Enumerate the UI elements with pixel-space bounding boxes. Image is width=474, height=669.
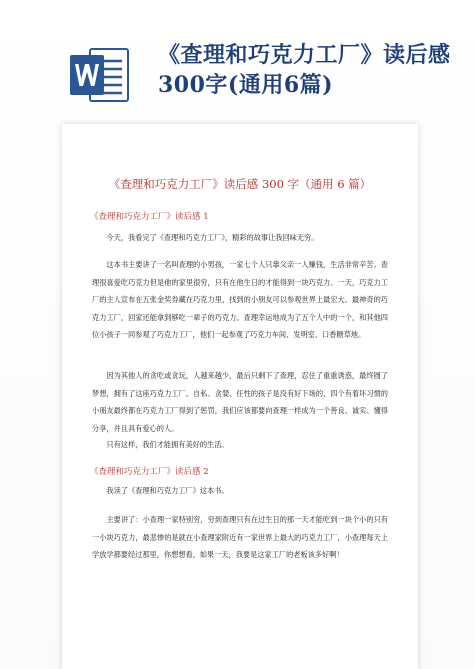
document-page[interactable] xyxy=(62,124,418,669)
paragraph: 只有这样，我们才能拥有美好的生活。 xyxy=(106,440,229,449)
paragraph: 今天，我看完了《查理和巧克力工厂》，精彩的故事让我回味无穷。 xyxy=(106,233,319,242)
paragraph: 这本书主要讲了一名叫查理的小男孩，一家七个人只靠父亲一人赚钱，生活非常辛苦。查理很喜爱吃巧克力但是他的家里很穷，只有在他生日的才能得到一块巧克力。一天，巧克力工厂的主人宣布在五张金奖券藏在巧克力里，找到的小朋友可以参观世界上最宏大、最神奇的巧克力工厂，回家还能拿到够吃一辈子的巧克力。查理幸运地成为了五个人中的一个，和其他四位小孩子一同参观了巧克力工厂，他们一起参观了巧克力车间、发明室、口香糖草地。 xyxy=(92,260,388,339)
section-heading-1: 《查理和巧克力工厂》读后感 1 xyxy=(90,212,209,222)
word-icon xyxy=(68,45,130,105)
header-title-line-2: 300字(通用6篇) xyxy=(158,72,334,98)
paragraph: 我读了《查理和巧克力工厂》这本书。 xyxy=(106,486,229,495)
paragraph: 因为其他人的贪吃或贪玩，人越来越少，最后只剩下了查理，忍住了重重诱惑，最终圆了梦想，拥有了这座巧克力工厂。自私、贪婪、任性的孩子是没有好下场的，四个有着坏习惯的小朋友最终都在巧克力工厂得到了惩罚，我们应该都要向查理一样成为一个善良、诚实、懂得分享，并且具有爱心的人。 xyxy=(92,371,388,433)
paragraph: 主要讲了：小查理一家特别穷，穷到查理只有在过生日的那一天才能吃到一块个小的只有一小块巧克力，最悲惨的是就在小查理家附近有一家世界上最大的巧克力工厂，小查理每天上学放学都要经过那里，你想想看，如果一天，我要是这家工厂的老板该多好啊！ xyxy=(92,515,388,559)
header-title-line-1: 《查理和巧克力工厂》读后感 xyxy=(158,42,451,68)
header-title xyxy=(158,40,458,100)
section-heading-2: 《查理和巧克力工厂》读后感 2 xyxy=(90,467,209,477)
document-title: 《查理和巧克力工厂》读后感 300 字（通用 6 篇） xyxy=(108,177,372,191)
header-banner xyxy=(0,0,474,118)
